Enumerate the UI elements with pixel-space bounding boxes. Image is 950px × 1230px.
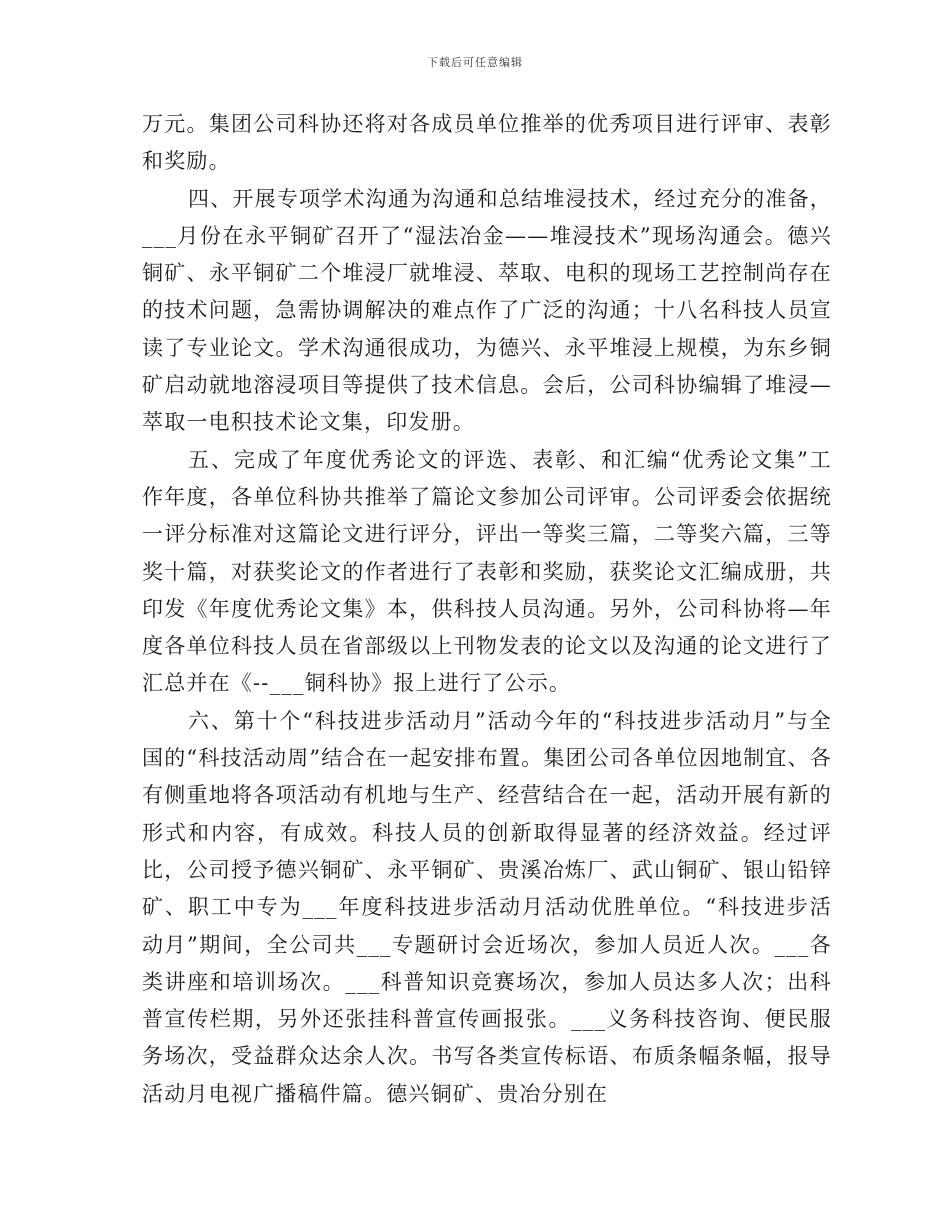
paragraph-section-four: 四、开展专项学术沟通为沟通和总结堆浸技术，经过充分的准备，___月份在永平铜矿召开了“湿法冶金——堆浸技术”现场沟通会。德兴铜矿、永平铜矿二个堆浸厂就堆浸、萃取、电积的现场工艺控制尚存在的技术问题，急需协调解决的难点作了广泛的沟通；十八名科技人员宣读了专业论文。学术沟通很成功，为德兴、永平堆浸上规模，为东乡铜矿启动就地溶浸项目等提供了技术信息。会后，公司科协编辑了堆浸—萃取一电积技术论文集，印发册。 [142, 186, 832, 435]
paragraph-section-six: 六、第十个“科技进步活动月”活动今年的“科技进步活动月”与全国的“科技活动周”结合在一起安排布置。集团公司各单位因地制宜、各有侧重地将各项活动有机地与生产、经营结合在一起，活动开展有新的形式和内容，有成效。科技人员的创新取得显著的经济效益。经过评比，公司授予德兴铜矿、永平铜矿、贵溪冶炼厂、武山铜矿、银山铅锌矿、职工中专为___年度科技进步活动月活动优胜单位。“科技进步活动月”期间，全公司共___专题研讨会近场次，参加人员近人次。___各类讲座和培训场次。___科普知识竞赛场次，参加人员达多人次；出科普宣传栏期，另外还张挂科普宣传画报张。___义务科技咨询、便民服务场次，受益群众达余人次。书写各类宣传标语、布质条幅条幅，报导活动月电视广播稿件篇。德兴铜矿、贵冶分别在 [142, 708, 832, 1106]
document-body [142, 106, 832, 1113]
paragraph-continuation: 万元。集团公司科协还将对各成员单位推举的优秀项目进行评审、表彰和奖励。 [142, 112, 832, 174]
paragraph-section-five: 五、完成了年度优秀论文的评选、表彰、和汇编“优秀论文集”工作年度，各单位科协共推举了篇论文参加公司评审。公司评委会依据统一评分标准对这篇论文进行评分，评出一等奖三篇，二等奖六篇，三等奖十篇，对获奖论文的作者进行了表彰和奖励，获奖论文汇编成册，共印发《年度优秀论文集》本，供科技人员沟通。另外，公司科协将—年度各单位科技人员在省部级以上刊物发表的论文以及沟通的论文进行了汇总并在《--___铜科协》报上进行了公示。 [142, 447, 832, 696]
page-header-note: 下载后可任意编辑 [427, 56, 523, 69]
